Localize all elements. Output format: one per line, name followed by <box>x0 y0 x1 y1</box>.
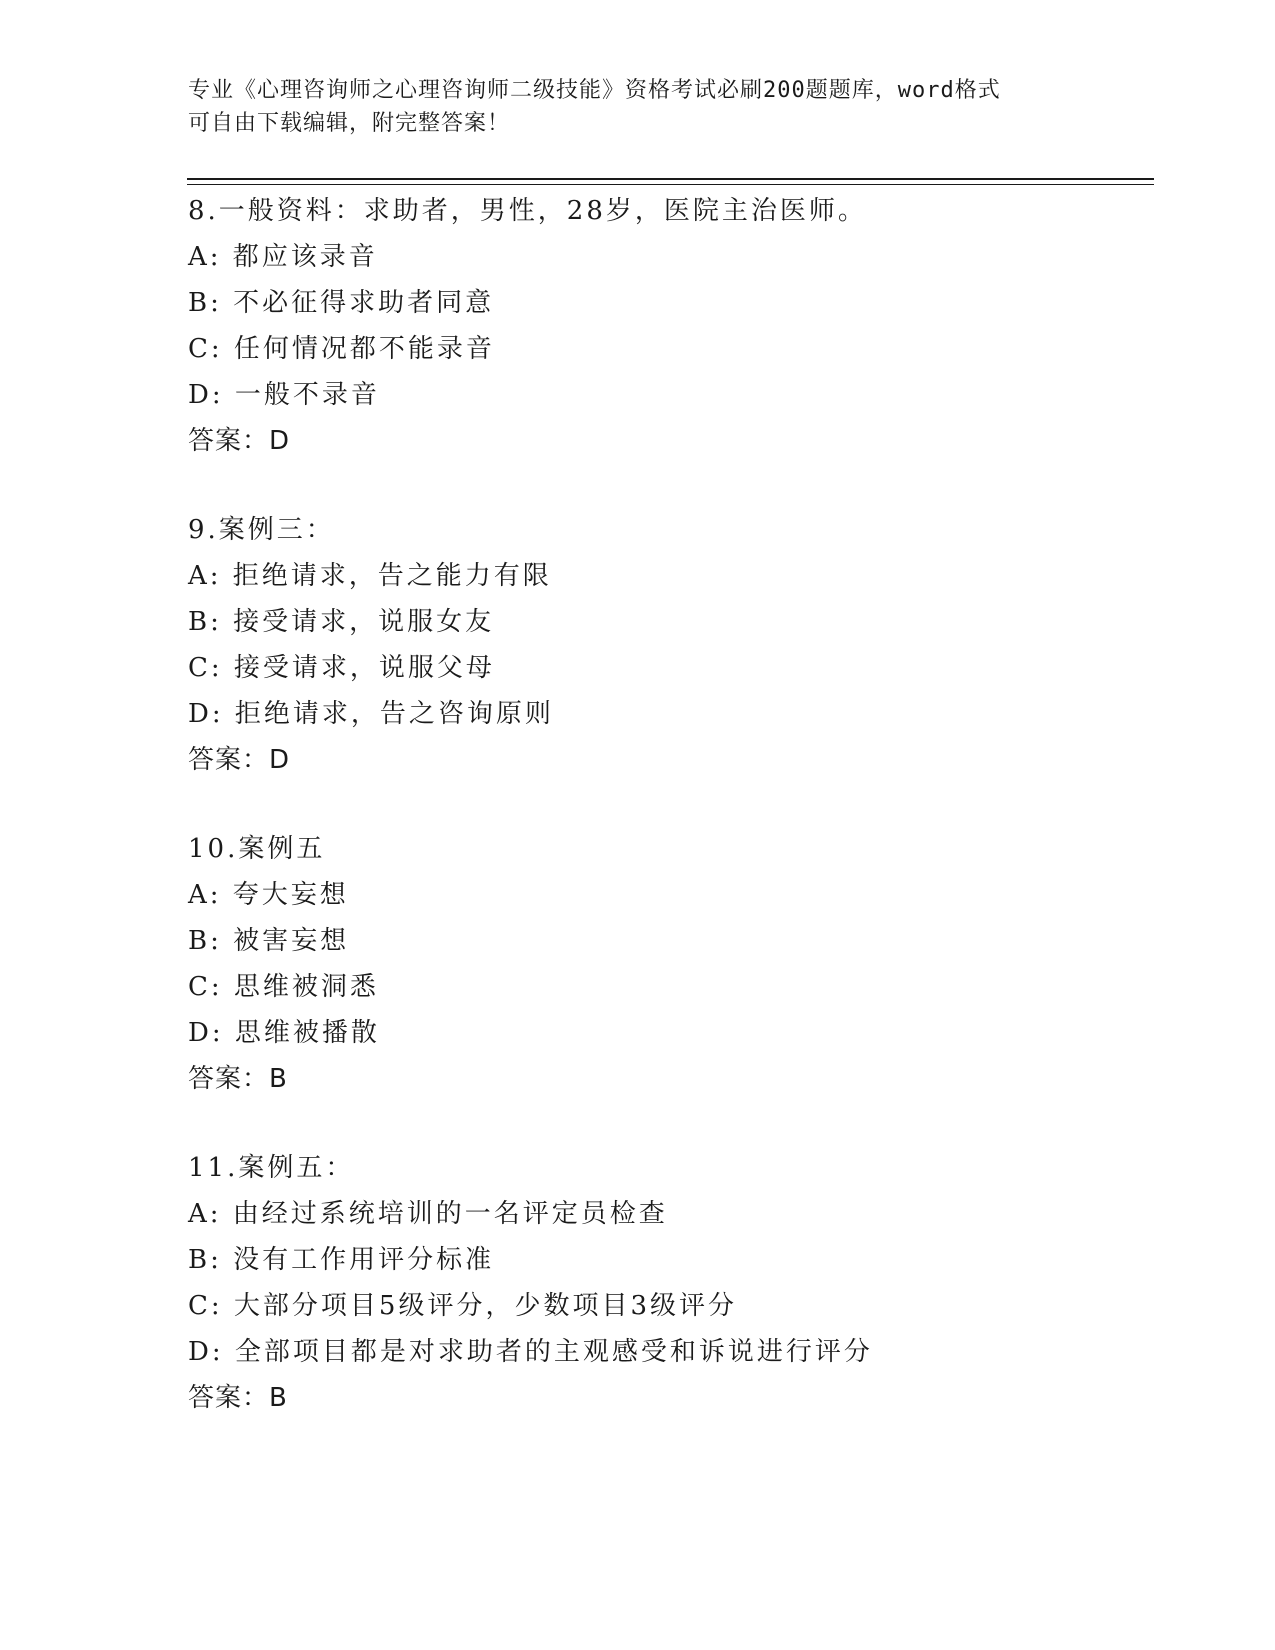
option-a: A: 拒绝请求，告之能力有限 <box>188 561 552 591</box>
question-list <box>188 188 1148 1421</box>
header-rule-thin <box>187 184 1154 185</box>
option-d: D: 思维被播散 <box>188 1018 380 1048</box>
header-line-1: 专业《心理咨询师之心理咨询师二级技能》资格考试必刷200题题库，word格式 <box>188 78 1001 103</box>
answer-line: 答案：B <box>188 1064 288 1094</box>
answer-line: 答案：B <box>188 1383 288 1413</box>
question-stem: 10.案例五 <box>188 834 326 864</box>
option-b: B: 接受请求，说服女友 <box>188 607 495 637</box>
option-c: C: 任何情况都不能录音 <box>188 334 495 364</box>
option-d: D: 全部项目都是对求助者的主观感受和诉说进行评分 <box>188 1337 873 1367</box>
header-line-2: 可自由下载编辑，附完整答案！ <box>188 111 511 136</box>
question-stem: 8.一般资料：求助者，男性，28岁，医院主治医师。 <box>188 196 867 226</box>
spacer <box>188 783 1148 826</box>
option-a: A: 由经过系统培训的一名评定员检查 <box>188 1199 668 1229</box>
document-header <box>188 74 1088 140</box>
option-c: C: 接受请求，说服父母 <box>188 653 495 683</box>
option-b: B: 没有工作用评分标准 <box>188 1245 495 1275</box>
answer-line: 答案：D <box>188 426 291 456</box>
question-stem: 9.案例三： <box>188 515 335 545</box>
option-a: A: 夸大妄想 <box>188 880 349 910</box>
option-b: B: 被害妄想 <box>188 926 350 956</box>
question-item <box>188 188 1148 464</box>
question-stem: 11.案例五： <box>188 1153 355 1183</box>
option-a: A: 都应该录音 <box>188 242 378 272</box>
option-b: B: 不必征得求助者同意 <box>188 288 495 318</box>
question-item <box>188 826 1148 1102</box>
spacer <box>188 1102 1148 1145</box>
spacer <box>188 464 1148 507</box>
question-item <box>188 507 1148 783</box>
option-c: C: 思维被洞悉 <box>188 972 379 1002</box>
option-d: D: 一般不录音 <box>188 380 380 410</box>
answer-line: 答案：D <box>188 745 291 775</box>
option-d: D: 拒绝请求，告之咨询原则 <box>188 699 554 729</box>
option-c: C: 大部分项目5级评分，少数项目3级评分 <box>188 1291 738 1321</box>
question-item <box>188 1145 1148 1421</box>
header-rule-thick <box>187 178 1154 180</box>
